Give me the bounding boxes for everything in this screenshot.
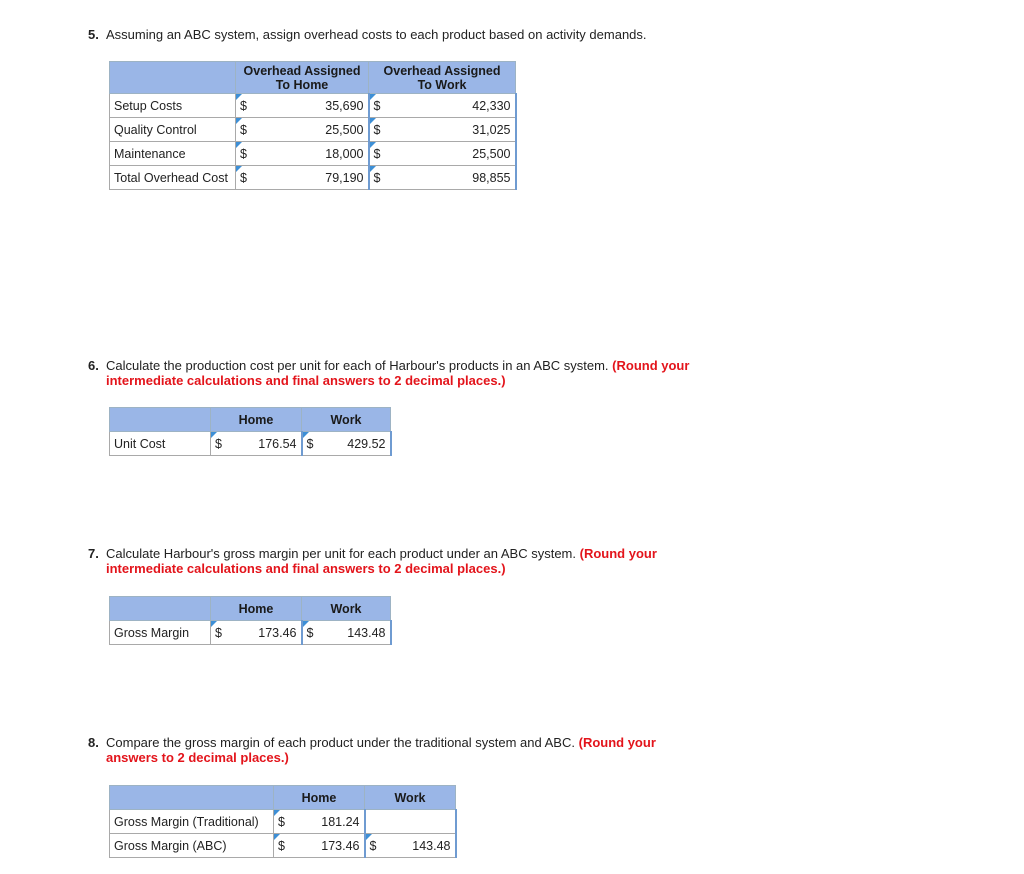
row-label: Unit Cost — [110, 432, 211, 456]
home-input[interactable]: 25,500 — [273, 118, 369, 142]
row-label: Gross Margin — [110, 621, 211, 645]
table-row — [110, 834, 456, 858]
row-label: Gross Margin (Traditional) — [110, 810, 274, 834]
row-label: Quality Control — [110, 118, 236, 142]
currency-symbol: $ — [274, 834, 305, 858]
currency-symbol: $ — [274, 810, 305, 834]
currency-symbol: $ — [369, 166, 407, 190]
home-input[interactable]: 173.46 — [305, 834, 365, 858]
work-empty-cell — [365, 810, 456, 834]
table-row — [110, 432, 391, 456]
header-work: Work — [365, 786, 456, 810]
currency-symbol: $ — [369, 142, 407, 166]
currency-symbol: $ — [365, 834, 396, 858]
work-input[interactable]: 42,330 — [406, 94, 515, 118]
question-text: Calculate Harbour's gross margin per unit for each product under an ABC system. — [106, 546, 576, 561]
header-work: Work — [302, 597, 391, 621]
home-input[interactable]: 181.24 — [305, 810, 365, 834]
rounding-hint-line2: intermediate calculations and final answers to 2 decimal places.) — [106, 373, 506, 388]
home-input[interactable]: 35,690 — [273, 94, 369, 118]
rounding-hint-line2: intermediate calculations and final answers to 2 decimal places.) — [106, 561, 506, 576]
rounding-hint: (Round your — [579, 546, 657, 561]
question-7 — [88, 546, 657, 576]
work-input[interactable]: 429.52 — [333, 432, 391, 456]
currency-symbol: $ — [302, 432, 333, 456]
table-row — [110, 142, 516, 166]
row-label: Maintenance — [110, 142, 236, 166]
table-row — [110, 118, 516, 142]
header-work: Work — [302, 408, 391, 432]
header-home: Overhead Assigned To Home — [236, 62, 369, 94]
currency-symbol: $ — [369, 118, 407, 142]
header-home: Home — [211, 597, 302, 621]
currency-symbol: $ — [236, 166, 273, 190]
rounding-hint: (Round your — [578, 735, 656, 750]
currency-symbol: $ — [211, 621, 242, 645]
overhead-table — [109, 61, 517, 190]
work-input[interactable]: 143.48 — [396, 834, 456, 858]
header-home: Home — [211, 408, 302, 432]
header-work: Overhead Assigned To Work — [369, 62, 516, 94]
question-text: Calculate the production cost per unit for each of Harbour's products in an ABC system. — [106, 358, 609, 373]
currency-symbol: $ — [236, 142, 273, 166]
question-text: Assuming an ABC system, assign overhead costs to each product based on activity demands. — [106, 27, 647, 42]
table-row — [110, 166, 516, 190]
corner-header — [110, 62, 236, 94]
rounding-hint: (Round your — [612, 358, 690, 373]
unit-cost-table — [109, 407, 392, 456]
home-input[interactable]: 79,190 — [273, 166, 369, 190]
currency-symbol: $ — [236, 94, 273, 118]
table-row — [110, 94, 516, 118]
question-8 — [88, 735, 656, 765]
home-input[interactable]: 18,000 — [273, 142, 369, 166]
work-input[interactable]: 25,500 — [406, 142, 515, 166]
corner-header — [110, 408, 211, 432]
rounding-hint-line2: answers to 2 decimal places.) — [106, 750, 289, 765]
corner-header — [110, 597, 211, 621]
corner-header — [110, 786, 274, 810]
currency-symbol: $ — [302, 621, 333, 645]
question-6 — [88, 358, 689, 388]
table-row — [110, 810, 456, 834]
question-number: 7. — [88, 546, 99, 561]
home-input[interactable]: 176.54 — [242, 432, 302, 456]
gross-margin-table — [109, 596, 392, 645]
table-row — [110, 621, 391, 645]
question-number: 5. — [88, 27, 99, 42]
currency-symbol: $ — [236, 118, 273, 142]
home-input[interactable]: 173.46 — [242, 621, 302, 645]
row-label: Setup Costs — [110, 94, 236, 118]
margin-compare-table — [109, 785, 457, 858]
work-input[interactable]: 143.48 — [333, 621, 391, 645]
header-home: Home — [274, 786, 365, 810]
question-text: Compare the gross margin of each product under the traditional system and ABC. — [106, 735, 575, 750]
row-label: Total Overhead Cost — [110, 166, 236, 190]
work-input[interactable]: 31,025 — [406, 118, 515, 142]
question-number: 6. — [88, 358, 99, 373]
question-number: 8. — [88, 735, 99, 750]
currency-symbol: $ — [211, 432, 242, 456]
question-5 — [88, 27, 647, 42]
work-input[interactable]: 98,855 — [406, 166, 515, 190]
row-label: Gross Margin (ABC) — [110, 834, 274, 858]
currency-symbol: $ — [369, 94, 407, 118]
